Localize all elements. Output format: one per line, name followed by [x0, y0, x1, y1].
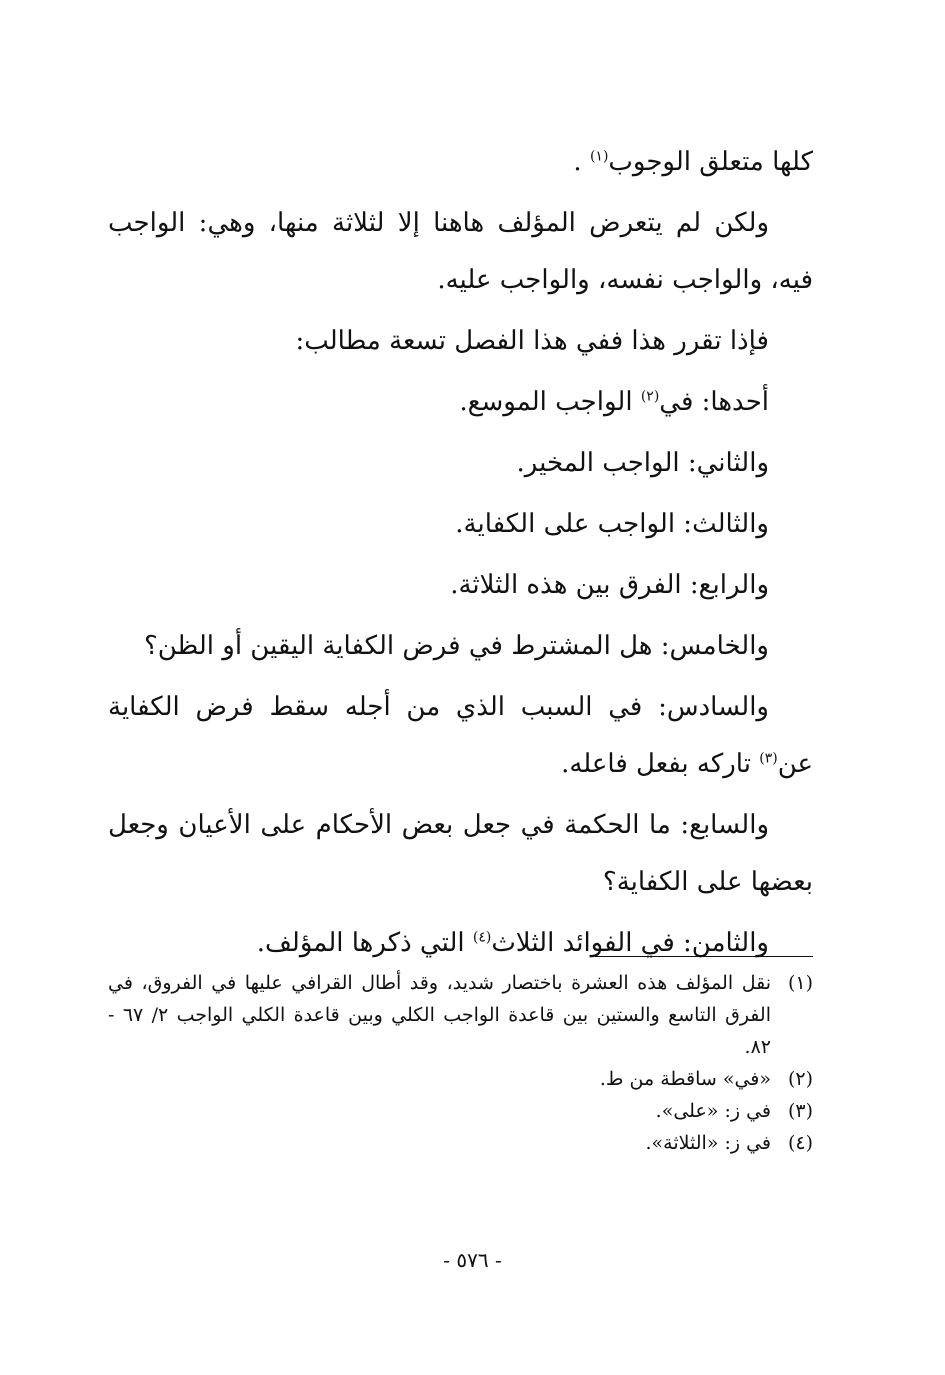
footnote-ref-2[interactable]: (٢) — [640, 388, 660, 405]
item-eighth-pre: والثامن: في الفوائد الثلاث — [491, 928, 769, 958]
footnote-ref-1[interactable]: (١) — [589, 148, 609, 165]
item-second: والثاني: الواجب المخير. — [516, 448, 769, 478]
footnote-4-number: (٤) — [787, 1132, 813, 1154]
footnote-3 — [108, 1095, 813, 1127]
footnotes — [108, 967, 813, 1159]
footnote-2-text: «في» ساقطة من ط. — [599, 1068, 771, 1090]
footnote-2 — [108, 1063, 813, 1095]
item-sixth-pre: والسادس: في السبب الذي من أجله سقط فرض الكفاية عن — [108, 692, 813, 779]
footnote-2-number: (٢) — [787, 1068, 813, 1090]
footnote-4 — [108, 1127, 813, 1159]
item-third: والثالث: الواجب على الكفاية. — [455, 509, 769, 539]
paragraph-1-tail: . — [573, 147, 590, 177]
paragraph-1-text: كلها متعلق الوجوب — [608, 147, 813, 177]
footnote-1 — [108, 967, 813, 1063]
main-text — [108, 134, 813, 972]
footnote-1-text: نقل المؤلف هذه العشرة باختصار شديد، وقد أطال القرافي عليها في الفروق، في الفرق التاسع والستين بين قاعدة الواجب الكلي وبين قاعدة الكلي الواجب ٢/ ٦٧ - ٨٢. — [108, 972, 771, 1058]
item-fifth: والخامس: هل المشترط في فرض الكفاية اليقين أو الظن؟ — [143, 631, 769, 661]
item-sixth — [108, 679, 813, 793]
item-eighth-post: التي ذكرها المؤلف. — [256, 928, 473, 958]
page-number: - ٥٧٦ - — [443, 1248, 502, 1272]
paragraph-3: فإذا تقرر هذا ففي هذا الفصل تسعة مطالب: — [295, 326, 769, 356]
item-first-pre: أحدها: في — [659, 387, 769, 417]
item-first-post: الواجب الموسع. — [459, 387, 641, 417]
footnote-ref-3[interactable]: (٣) — [759, 750, 778, 767]
footnote-1-number: (١) — [787, 972, 813, 994]
item-fourth: والرابع: الفرق بين هذه الثلاثة. — [450, 570, 769, 600]
footnote-divider — [595, 956, 813, 957]
item-seventh: والسابع: ما الحكمة في جعل بعض الأحكام على الأعيان وجعل بعضها على الكفاية؟ — [108, 810, 813, 897]
footnote-4-text: في ز: «الثلاثة». — [645, 1132, 771, 1154]
footnote-3-number: (٣) — [787, 1100, 813, 1122]
item-eighth — [108, 915, 813, 972]
item-sixth-post: تاركه بفعل فاعله. — [561, 749, 760, 779]
footnote-3-text: في ز: «على». — [655, 1100, 771, 1122]
footnote-ref-4[interactable]: (٤) — [472, 929, 492, 946]
paragraph-1 — [108, 134, 813, 191]
paragraph-2: ولكن لم يتعرض المؤلف هاهنا إلا لثلاثة منها، وهي: الواجب فيه، والواجب نفسه، والواجب عليه. — [108, 208, 813, 295]
item-first — [108, 374, 813, 431]
